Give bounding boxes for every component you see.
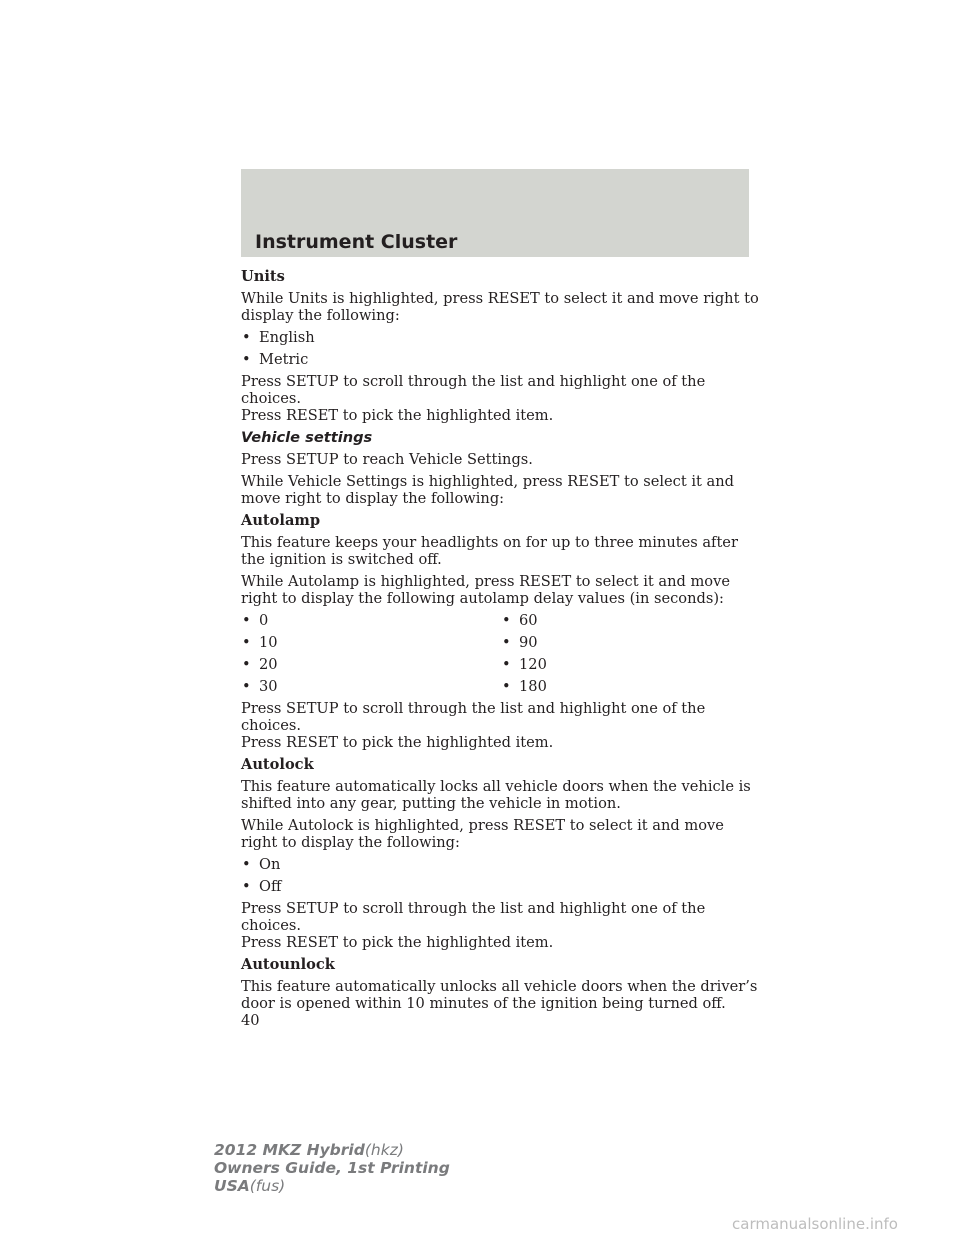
list-item: • Off	[242, 878, 282, 895]
page-number: 40	[241, 1012, 260, 1029]
bullet-icon: •	[242, 878, 251, 895]
autolock-p1: This feature automatically locks all vehicle doors when the vehicle is shifted into any gear, putting the vehicle in motion.	[241, 778, 751, 812]
autounlock-heading: Autounlock	[241, 956, 335, 973]
list-item: • 30	[242, 678, 278, 695]
print-footer	[214, 1141, 450, 1195]
footer-line-1: 2012 MKZ Hybrid(hkz)	[214, 1141, 404, 1159]
autolamp-values	[241, 612, 761, 700]
bullet-icon: •	[242, 634, 251, 651]
list-item: • English	[242, 329, 315, 346]
autolock-note: Press SETUP to scroll through the list and highlight one of the choices. Press RESET to pick the highlighted item.	[241, 900, 706, 951]
list-item: • 10	[242, 634, 278, 651]
list-item: • Metric	[242, 351, 309, 368]
list-item: • 90	[502, 634, 538, 651]
autolock-heading: Autolock	[241, 756, 314, 773]
bullet-icon: •	[502, 634, 511, 651]
autolock-p2: While Autolock is highlighted, press RESET to select it and move right to display the following:	[241, 817, 724, 851]
vehicle-settings-p2: While Vehicle Settings is highlighted, press RESET to select it and move right to display the following:	[241, 473, 734, 507]
bullet-icon: •	[242, 856, 251, 873]
units-heading: Units	[241, 268, 285, 285]
bullet-icon: •	[502, 678, 511, 695]
list-item: • 20	[242, 656, 278, 673]
watermark: carmanualsonline.info	[732, 1215, 898, 1233]
autounlock-p1: This feature automatically unlocks all vehicle doors when the driver’s door is opened within 10 minutes of the ignition being turned off.	[241, 978, 758, 1012]
section-header-bar	[241, 169, 749, 257]
autolamp-heading: Autolamp	[241, 512, 321, 529]
bullet-icon: •	[242, 612, 251, 629]
vehicle-settings-p1: Press SETUP to reach Vehicle Settings.	[241, 451, 533, 468]
list-item: • 180	[502, 678, 547, 695]
vehicle-settings-heading: Vehicle settings	[241, 429, 373, 446]
bullet-icon: •	[242, 656, 251, 673]
bullet-icon: •	[502, 656, 511, 673]
autolamp-values-right	[501, 612, 761, 700]
bullet-icon: •	[242, 678, 251, 695]
bullet-icon: •	[502, 612, 511, 629]
autolamp-values-left	[241, 612, 501, 700]
bullet-icon: •	[242, 329, 251, 346]
bullet-icon: •	[242, 351, 251, 368]
units-note: Press SETUP to scroll through the list and highlight one of the choices. Press RESET to pick the highlighted item.	[241, 373, 706, 424]
list-item: • 0	[242, 612, 269, 629]
list-item: • 60	[502, 612, 538, 629]
section-title: Instrument Cluster	[255, 231, 458, 253]
autolamp-note: Press SETUP to scroll through the list and highlight one of the choices. Press RESET to pick the highlighted item.	[241, 700, 706, 751]
page-content	[241, 268, 761, 1029]
list-item: • 120	[502, 656, 547, 673]
autolamp-p2: While Autolamp is highlighted, press RESET to select it and move right to display the following autolamp delay values (in seconds):	[241, 573, 730, 607]
footer-line-3: USA(fus)	[214, 1177, 286, 1195]
footer-line-2: Owners Guide, 1st Printing	[214, 1159, 450, 1177]
units-intro: While Units is highlighted, press RESET to select it and move right to display the following:	[241, 290, 759, 324]
list-item: • On	[242, 856, 281, 873]
autolamp-p1: This feature keeps your headlights on for up to three minutes after the ignition is switched off.	[241, 534, 738, 568]
